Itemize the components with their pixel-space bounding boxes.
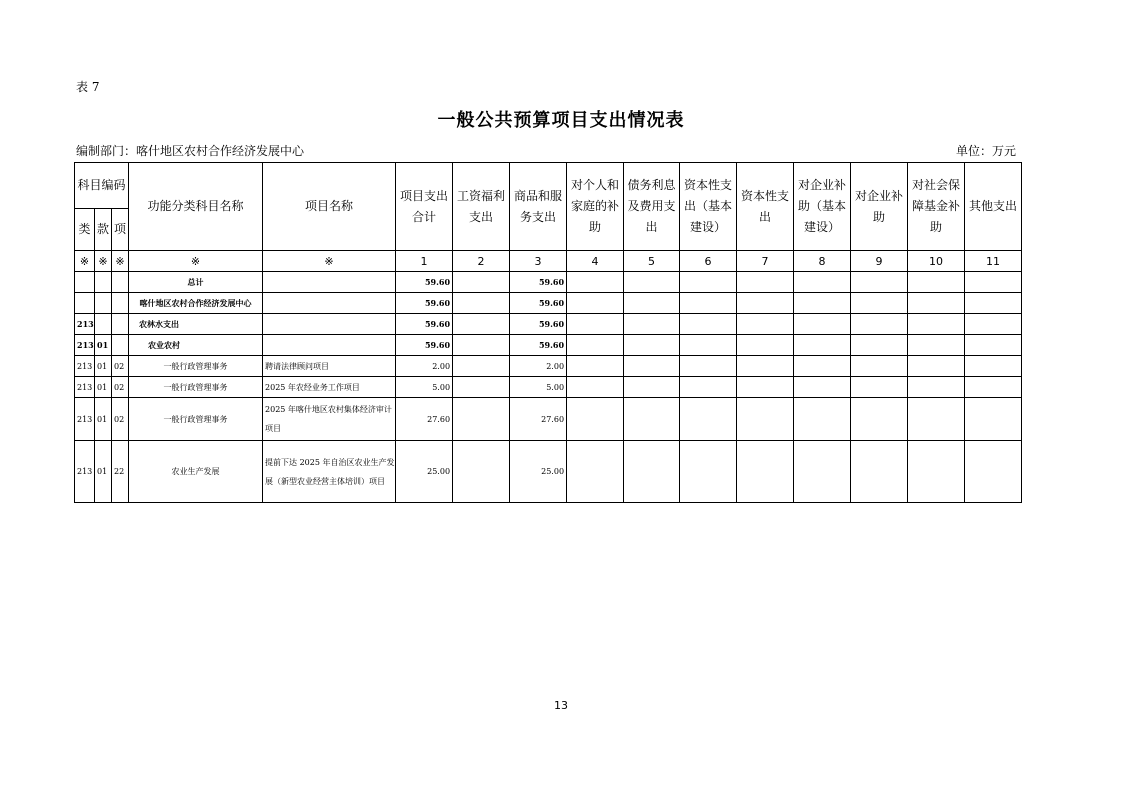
personal-cell [567, 293, 624, 314]
debt-cell [624, 398, 680, 441]
table-row-subcategory [75, 335, 1022, 356]
lei-cell [75, 272, 95, 293]
capital-cell [737, 377, 794, 398]
total-cell: 5.00 [396, 377, 453, 398]
enterprise-cell [851, 314, 908, 335]
wage-cell [453, 314, 510, 335]
capital-basic-cell [680, 398, 737, 441]
table-number: 表 7 [76, 80, 100, 94]
column-number: 11 [965, 251, 1022, 272]
other-cell [965, 314, 1022, 335]
goods-cell: 25.00 [510, 441, 567, 503]
personal-cell [567, 377, 624, 398]
xiang-cell: 22 [112, 441, 129, 503]
header-row-1 [75, 163, 1022, 209]
total-cell: 59.60 [396, 335, 453, 356]
document-title: 一般公共预算项目支出情况表 [437, 110, 685, 131]
capital-cell [737, 314, 794, 335]
capital-basic-cell [680, 441, 737, 503]
other-cell [965, 377, 1022, 398]
column-number: 1 [396, 251, 453, 272]
lei-header: 类 [75, 209, 95, 251]
column-number: 4 [567, 251, 624, 272]
xiang-cell: 02 [112, 356, 129, 377]
personal-cell [567, 314, 624, 335]
capital-cell [737, 356, 794, 377]
capital-cell [737, 272, 794, 293]
project-name-header: 项目名称 [263, 163, 396, 251]
capital-basic-cell [680, 272, 737, 293]
enterprise-cell [851, 441, 908, 503]
personal-cell [567, 441, 624, 503]
column-number: 5 [624, 251, 680, 272]
mark-cell: ※ [129, 251, 263, 272]
total-header: 项目支出 合计 [396, 163, 453, 251]
enterprise-cell [851, 335, 908, 356]
social-header: 对社会保 障基金补 助 [908, 163, 965, 251]
lei-cell: 213 [75, 314, 95, 335]
lei-cell: 213 [75, 335, 95, 356]
personal-cell [567, 335, 624, 356]
enterprise-basic-cell [794, 293, 851, 314]
lei-cell: 213 [75, 398, 95, 441]
goods-cell: 59.60 [510, 314, 567, 335]
unit-label: 单位：万元 [956, 144, 1017, 158]
kuan-cell: 01 [95, 335, 112, 356]
social-cell [908, 272, 965, 293]
kuan-cell: 01 [95, 441, 112, 503]
table-row-total [75, 272, 1022, 293]
social-cell [908, 293, 965, 314]
kuan-cell: 01 [95, 356, 112, 377]
social-cell [908, 398, 965, 441]
wage-cell [453, 356, 510, 377]
func-name-cell: 总计 [129, 272, 263, 293]
xiang-cell [112, 272, 129, 293]
xiang-cell [112, 293, 129, 314]
social-cell [908, 377, 965, 398]
capital-basic-cell [680, 356, 737, 377]
debt-cell [624, 335, 680, 356]
wage-cell [453, 398, 510, 441]
other-cell [965, 335, 1022, 356]
debt-header: 债务利息 及费用支 出 [624, 163, 680, 251]
mark-row [75, 251, 1022, 272]
lei-cell: 213 [75, 356, 95, 377]
wage-cell [453, 272, 510, 293]
column-number: 10 [908, 251, 965, 272]
social-cell [908, 441, 965, 503]
personal-cell [567, 272, 624, 293]
goods-cell: 59.60 [510, 335, 567, 356]
capital-basic-cell [680, 314, 737, 335]
column-number: 2 [453, 251, 510, 272]
capital-header: 资本性支 出 [737, 163, 794, 251]
total-cell: 59.60 [396, 314, 453, 335]
kuan-cell: 01 [95, 377, 112, 398]
enterprise-cell [851, 377, 908, 398]
xiang-cell [112, 335, 129, 356]
capital-basic-cell [680, 335, 737, 356]
enterprise-basic-cell [794, 314, 851, 335]
capital-basic-cell [680, 293, 737, 314]
xiang-cell [112, 314, 129, 335]
column-number: 6 [680, 251, 737, 272]
total-cell: 25.00 [396, 441, 453, 503]
project-name-cell: 聘请法律顾问项目 [263, 356, 396, 377]
debt-cell [624, 441, 680, 503]
kuan-cell [95, 314, 112, 335]
project-name-cell [263, 293, 396, 314]
personal-cell [567, 356, 624, 377]
capital-cell [737, 398, 794, 441]
goods-cell: 27.60 [510, 398, 567, 441]
column-number: 3 [510, 251, 567, 272]
func-name-cell: 农业农村 [129, 335, 263, 356]
total-cell: 27.60 [396, 398, 453, 441]
enterprise-basic-header: 对企业补 助（基本 建设） [794, 163, 851, 251]
table-row [75, 441, 1022, 503]
column-number: 9 [851, 251, 908, 272]
enterprise-cell [851, 356, 908, 377]
wage-cell [453, 441, 510, 503]
mark-cell: ※ [75, 251, 95, 272]
enterprise-cell [851, 272, 908, 293]
table-row-department [75, 293, 1022, 314]
xiang-cell: 02 [112, 377, 129, 398]
func-name-header: 功能分类科目名称 [129, 163, 263, 251]
page-number: 13 [554, 699, 568, 712]
project-name-cell: 提前下达 2025 年自治区农业生产发展（新型农业经营主体培训）项目 [263, 441, 396, 503]
enterprise-basic-cell [794, 398, 851, 441]
wage-cell [453, 335, 510, 356]
social-cell [908, 335, 965, 356]
column-number: 8 [794, 251, 851, 272]
column-number: 7 [737, 251, 794, 272]
other-header: 其他支出 [965, 163, 1022, 251]
lei-cell [75, 293, 95, 314]
enterprise-cell [851, 293, 908, 314]
other-cell [965, 398, 1022, 441]
xiang-header: 项 [112, 209, 129, 251]
enterprise-basic-cell [794, 272, 851, 293]
project-name-cell [263, 272, 396, 293]
debt-cell [624, 377, 680, 398]
func-name-cell: 农业生产发展 [129, 441, 263, 503]
mark-cell: ※ [112, 251, 129, 272]
project-name-cell: 2025 年农经业务工作项目 [263, 377, 396, 398]
enterprise-basic-cell [794, 441, 851, 503]
capital-basic-cell [680, 377, 737, 398]
goods-cell: 59.60 [510, 272, 567, 293]
enterprise-basic-cell [794, 356, 851, 377]
subject-code-header: 科目编码 [75, 163, 129, 209]
project-name-cell [263, 314, 396, 335]
personal-header: 对个人和 家庭的补 助 [567, 163, 624, 251]
wage-header: 工资福利 支出 [453, 163, 510, 251]
kuan-cell [95, 272, 112, 293]
goods-cell: 2.00 [510, 356, 567, 377]
kuan-cell: 01 [95, 398, 112, 441]
mark-cell: ※ [263, 251, 396, 272]
capital-cell [737, 441, 794, 503]
kuan-header: 款 [95, 209, 112, 251]
wage-cell [453, 377, 510, 398]
kuan-cell [95, 293, 112, 314]
table-row [75, 398, 1022, 441]
debt-cell [624, 293, 680, 314]
xiang-cell: 02 [112, 398, 129, 441]
goods-cell: 59.60 [510, 293, 567, 314]
debt-cell [624, 272, 680, 293]
personal-cell [567, 398, 624, 441]
debt-cell [624, 356, 680, 377]
debt-cell [624, 314, 680, 335]
other-cell [965, 293, 1022, 314]
table-row-category [75, 314, 1022, 335]
other-cell [965, 356, 1022, 377]
mark-cell: ※ [95, 251, 112, 272]
other-cell [965, 441, 1022, 503]
department-label: 编制部门：喀什地区农村合作经济发展中心 [76, 144, 305, 158]
budget-table [74, 162, 1022, 503]
wage-cell [453, 293, 510, 314]
table-row [75, 377, 1022, 398]
func-name-cell: 一般行政管理事务 [129, 356, 263, 377]
project-name-cell: 2025 年喀什地区农村集体经济审计项目 [263, 398, 396, 441]
func-name-cell: 农林水支出 [129, 314, 263, 335]
capital-basic-header: 资本性支 出（基本 建设） [680, 163, 737, 251]
enterprise-basic-cell [794, 377, 851, 398]
table-row [75, 356, 1022, 377]
other-cell [965, 272, 1022, 293]
capital-cell [737, 293, 794, 314]
func-name-cell: 一般行政管理事务 [129, 398, 263, 441]
goods-cell: 5.00 [510, 377, 567, 398]
enterprise-header: 对企业补 助 [851, 163, 908, 251]
total-cell: 59.60 [396, 272, 453, 293]
total-cell: 59.60 [396, 293, 453, 314]
social-cell [908, 356, 965, 377]
enterprise-cell [851, 398, 908, 441]
lei-cell: 213 [75, 441, 95, 503]
func-name-cell: 一般行政管理事务 [129, 377, 263, 398]
total-cell: 2.00 [396, 356, 453, 377]
lei-cell: 213 [75, 377, 95, 398]
goods-header: 商品和服 务支出 [510, 163, 567, 251]
project-name-cell [263, 335, 396, 356]
enterprise-basic-cell [794, 335, 851, 356]
social-cell [908, 314, 965, 335]
func-name-cell: 喀什地区农村合作经济发展中心 [129, 293, 263, 314]
capital-cell [737, 335, 794, 356]
